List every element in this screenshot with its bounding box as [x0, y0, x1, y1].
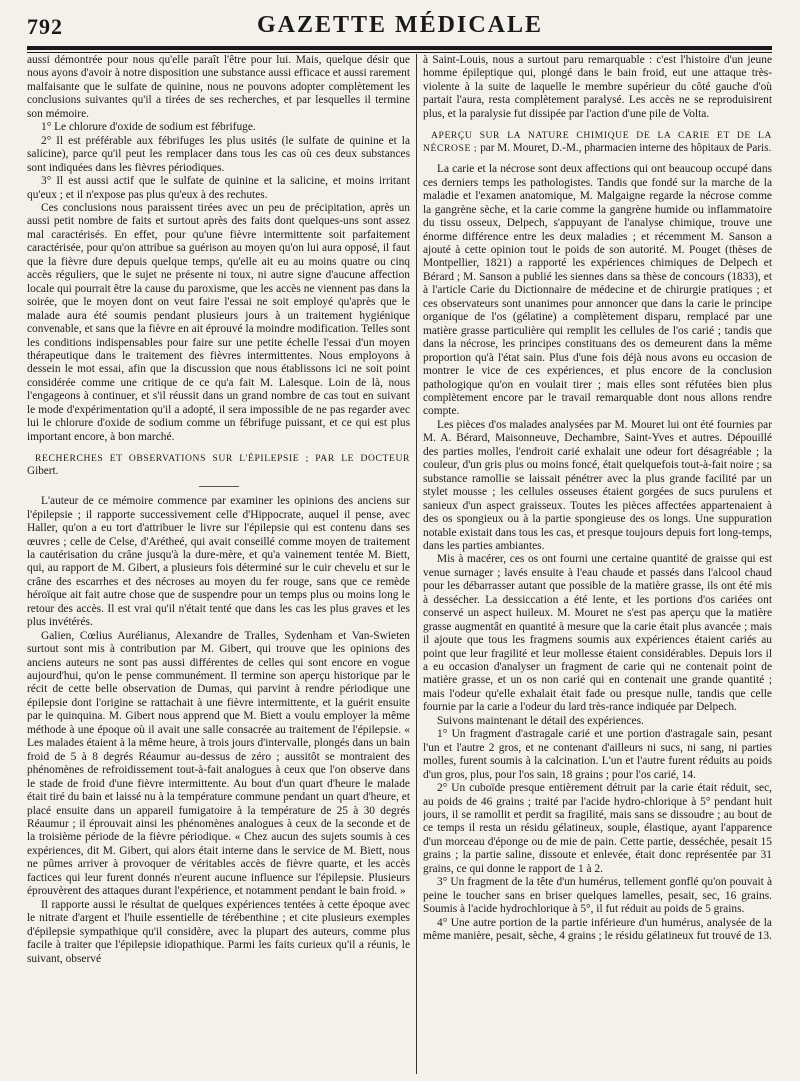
experiment-item: 4° Une autre portion de la partie inférieure d'un humérus, analysée de la même manière, pesait, sèche, 4 grains ; le résidu gélatineux fut trouvé de 13.: [423, 916, 772, 943]
experiment-item: 1° Un fragment d'astragale carié et une portion d'astragale sain, pesant l'un et l'autre 2 gros, et ne contenant d'ailleurs ni sucs, ni sang, ni parties molles, furent soumis à la calcination. L'un et l'autre furent réduits au poids d'un gros, plus, pour l'os sain, 18 grains ; pour l'os carié, 14.: [423, 728, 772, 781]
paragraph: Suivons maintenant le détail des expériences.: [437, 714, 644, 727]
conclusion-item: 2° Il est préférable aux fébrifuges les plus usités (le sulfate de quinine et la salicine), parce qu'il peut les remplacer dans tous les cas où ces deux substances sont indiquées dans les fièvres périodiques.: [27, 134, 410, 174]
article-heading-epilepsie: [27, 452, 410, 487]
left-column: [27, 54, 410, 1074]
heading-author: par M. Mouret, D.-M., pharmacien interne des hôpitaux de Paris.: [480, 142, 772, 155]
heading-rule: [199, 486, 239, 487]
heading-author: Gibert.: [27, 465, 59, 478]
page-number: 792: [27, 14, 63, 39]
right-column: [423, 54, 772, 1074]
paragraph: à Saint-Louis, nous a surtout paru remarquable : c'est l'histoire d'un jeune homme épileptique qui, plongé dans le bain froid, eut une attaque très-violente à la suite de laquelle le membre supérieur du côté gauche d'où partait l'aura, resta complètement paralysé. Les accès ne se reproduisirent plus, et la paralysie fut dissipée par l'action d'une pile de Volta.: [423, 54, 772, 120]
column-divider: [416, 54, 417, 1074]
paragraph: aussi démontrée pour nous qu'elle paraît l'être pour lui. Mais, quelque désir que nous ayons d'avoir à notre disposition une substance aussi efficace et aussi rarement malfaisante que le sulfate de quinine, nous ne pouvons adopter complètement les conclusions suivantes qu'il a tirées de ses recherches, et par lesquelles il termine son mémoire.: [27, 54, 410, 120]
paragraph: La carie et la nécrose sont deux affections qui ont beaucoup occupé dans ces derniers temps les pathologistes. Tandis que fondé sur la marche de la maladie et l'examen anatomique, M. Malgaigne regarde la nécrose comme la gangrène sèche, et la carie comme la gangrène humide ou inflammatoire du tissu osseux, Delpech, s'appuyant de l'analyse chimique, trouve une énorme différence entre les deux maladies ; et récemment M. Sanson a ajouté à cette opinion tout le poids de son autorité. M. Pouget (thèses de Montpellier, 1821) a rapporté les expériences chimiques de Delpech et Bérard ; M. Sanson a publié les siennes dans sa thèse de concours (1833), et à l'article Carie du Dictionnaire de médecine et de chirurgie pratiques ; et ces observateurs sont unanimes pour annoncer que dans la carie le principe organique de l'os (gélatine) a complètement disparu, remplacé par une matière grasse particulière qui remplit les cellules de l'os carié ; tandis que dans la nécrose, les principes constituans des os demeurent dans la même proportion qu'à l'état sain. Plus d'une fois déjà nous avons eu occasion de montrer le vice de ces expériences, et plus encore de la conclusion pathologique qu'on en voulait tirer ; mais elles sont réfutées bien plus complètement encore par le travail remarquable dont nous allons rendre compte.: [423, 163, 772, 418]
header-rule-thick: [27, 46, 772, 50]
conclusion-item: 1° Le chlorure d'oxide de sodium est fébrifuge.: [41, 121, 256, 134]
conclusion-item: 3° Il est aussi actif que le sulfate de quinine et la salicine, et moins irritant qu'eux ; et il n'expose pas plus qu'eux à des rechutes.: [27, 175, 410, 201]
header-rule-thin: [27, 52, 772, 53]
paragraph: Il rapporte aussi le résultat de quelques expériences tentées à cette époque avec le nitrate d'argent et l'huile essentielle de térébenthine ; et cite plusieurs exemples d'épilepsie sympathique qu'il considère, avec la plupart des auteurs, comme plus facile à traiter que l'épilepsie idiopathique. Parmi les faits curieux qu'il a réunis, le suivant, observé: [27, 898, 410, 965]
paragraph: Mis à macérer, ces os ont fourni une certaine quantité de graisse qui est venue surnager ; lavés ensuite à l'eau chaude et passés dans l'alcool chaud pour les débarrasser autant que possible de la matière grasse, ils ont été mis à dessécher. La dessiccation a été lente, et les portions d'os cariées ont conservé un aspect huileux. M. Mouret ne s'est pas aperçu que la matière grasse augmentât en quantité à mesure que la carie était plus avancée ; mais il ajoute que tous les fragmens soumis aux expériences étaient cariés au point que leur fragilité et leur mollesse étaient considérables. Depuis lors il a eu occasion d'analyser un fragment de carie qui ne contenait point de matière grasse, et un os non carié qui en contenait une grande quantité ; mais l'odeur qu'elle exhalait était fade ou presque nulle, tandis que celle fournie par la carie a l'odeur du lard très-rance indiquée par Delpech.: [423, 553, 772, 714]
article-heading-carie: [423, 129, 772, 155]
experiment-item: 3° Un fragment de la tête d'un humérus, tellement gonflé qu'on pouvait à peine le toucher sans en briser quelques lamelles, pesait, sec, 16 grains. Soumis à l'acide hydrochlorique à 5°, il fut réduit au poids de 5 grains.: [423, 876, 772, 916]
journal-title: GAZETTE MÉDICALE: [256, 12, 544, 38]
heading-caps: APERÇU SUR LA NATURE CHIMIQUE DE LA CARIE ET DE LA NÉCROSE ;: [423, 130, 772, 155]
page-header: [0, 6, 800, 46]
paragraph: L'auteur de ce mémoire commence par examiner les opinions des anciens sur l'épilepsie ; il rapporte successivement celle d'Hippocrate, auquel il pense, avec Haller, qu'on a eu tort d'attribuer le livre sur l'épilepsie qui est contenu dans ses œuvres ; celle de Celse, d'Arétheé, qui avait conseillé comme moyen de traitement la cautérisation du crâne jusqu'à la dure-mère, et qu'a vainement tentée M. Biett, qui, au rapport de M. Gibert, a plusieurs fois déterminé sur le cuir chevelu et sur le crâne des escarrhes et des nécroses au moyen du fer rouge, sans que ce remède héroïque ait fait autre chose que de suspendre pour un temps plus ou moins long le retour des accès. Il est vrai qu'il n'était tenté que dans les cas les plus graves et les plus invétérés.: [27, 495, 410, 629]
paragraph: Ces conclusions nous paraissent tirées avec un peu de précipitation, après un aussi petit nombre de faits et surtout après des faits dont quelques-uns sont assez mal caractérisés. En effet, pour qu'une fièvre intermittente soit parfaitement caractérisée, pour qu'on attribue sa guérison au moyen qu'on lui aura opposé, il faut que la fièvre dure depuis quelque temps, qu'elle ait eu au moins quatre ou cinq accès réguliers, que le sujet ne présente ni toux, ni autre signe d'aucune affection locale qui pourrait être la cause du paroxisme, que les accès ne viennent pas dans la soirée, que le moyen dont on veut faire l'essai ne soit employé qu'après que le malade aura été soumis pendant plusieurs jours à un traitement hygiénique convenable, et sans que la fièvre en ait éprouvé la moindre modification. Telles sont les conditions indispensables pour faire sur une petite échelle l'essai d'un moyen thérapeutique dans le traitement des fièvres intermittentes. Nous employons à dessein le mot essai, afin que la discussion que nous établissons ici ne soit point considérée comme une critique de ce qu'a fait M. Lalesque. Loin de là, nous l'engageons à continuer, et s'il réussit dans un grand nombre de cas tout en suivant le mode d'expérimentation qu'il a adopté, il sera impossible de ne pas regarder avec lui le chlorure d'oxide de sodium comme un fébrifuge puissant, et ce qui est plus important encore, à bon marché.: [27, 201, 410, 443]
paragraph: Les pièces d'os malades analysées par M. Mouret lui ont été fournies par M. A. Bérard, Maisonneuve, Dechambre, Saint-Yves et autres. Dépouillé des parties molles, l'endroit carié exhalait une odeur fort désagréable ; la couleur, d'un gris plus ou moins foncé, était quelquefois tout-à-fait noire ; sa substance ramollie se laissait pénétrer avec la plus grande facilité par un stylet mousse ; les cellules osseuses étaient gorgées de sucs purulens et sanieux d'un aspect graisseux. Toutes les pièces affectées appartenaient à des os spongieux ou à la partie spongieuse des os longs. Une suppuration notable existait dans tous les cas, et presque toujours depuis fort long-temps, dans les parties ambiantes.: [423, 418, 772, 552]
heading-caps: RECHERCHES ET OBSERVATIONS SUR L'ÉPILEPSIE ; PAR LE DOCTEUR: [35, 453, 410, 465]
experiment-item: 2° Un cuboïde presque entièrement détruit par la carie était réduit, sec, au poids de 46 grains ; traité par l'acide hydro-chlorique à 5° pendant huit jours, il se ramollit et perdit sa fragilité, mais sans se dissoudre ; au bout de ce temps il resta un résidu gélatineux, souple, élastique, ayant l'apparence d'un morceau d'éponge ou de mie de pain. Cette partie, desséchée, pesait 15 grains ; la partie saline, dissoute et enlevée, était donc représentée par 31 grains, ce qui donne le rapport de 1 à 2.: [423, 782, 772, 875]
paragraph: Galien, Cœlius Aurélianus, Alexandre de Tralles, Sydenham et Van-Swieten surtout sont mis à contribution par M. Gibert, qui trouve que les opinions des anciens auteurs ne sont pas aussi différentes de celles qui sont encore en vogue aujourd'hui, qu'on le pense communément. Il termine son aperçu historique par le récit de cette belle observation de Dumas, qui parvint à rendre périodique une épilepsie dont l'origine se rattachait à une fièvre intermittente, et la guérit ensuite par le quinquina. M. Gibert nous apprend que M. Biett a voulu employer la même méthode à une époque où il avait une salle consacrée au traitement de l'épilepsie. « Les malades étaient à la même heure, à trois jours d'intervalle, plongés dans un bain froid de 5 à 8 degrés Réaumur au-dessus de zéro ; aussitôt se montraient des phénomènes de refroidissement tout-à-fait analogues à ceux que l'on observe dans le stade de froid d'une fièvre intermittente. Au bout d'un quart d'heure le malade était tiré du bain et laissé nu à la température commune pendant un quart d'heure, et placé ensuite dans un appareil fumigatoire à la température de 25 à 30 degrés Réaumur ; il éprouvait ainsi les phénomènes analogues à ceux de la seconde et de la troisième période de la fièvre périodique. « Chez aucun des sujets soumis à ces expériences, dit M. Gibert, qui alors était interne dans le service de M. Biett, nous ne pûmes arriver à provoquer de véritables accès de fièvre quarte, et les accès factices qui leur furent donnés n'eurent aucune influence sur l'épilepsie. Plusieurs éprouvèrent des attaques durant l'expérience, et notamment pendant le bain froid. »: [27, 629, 410, 898]
